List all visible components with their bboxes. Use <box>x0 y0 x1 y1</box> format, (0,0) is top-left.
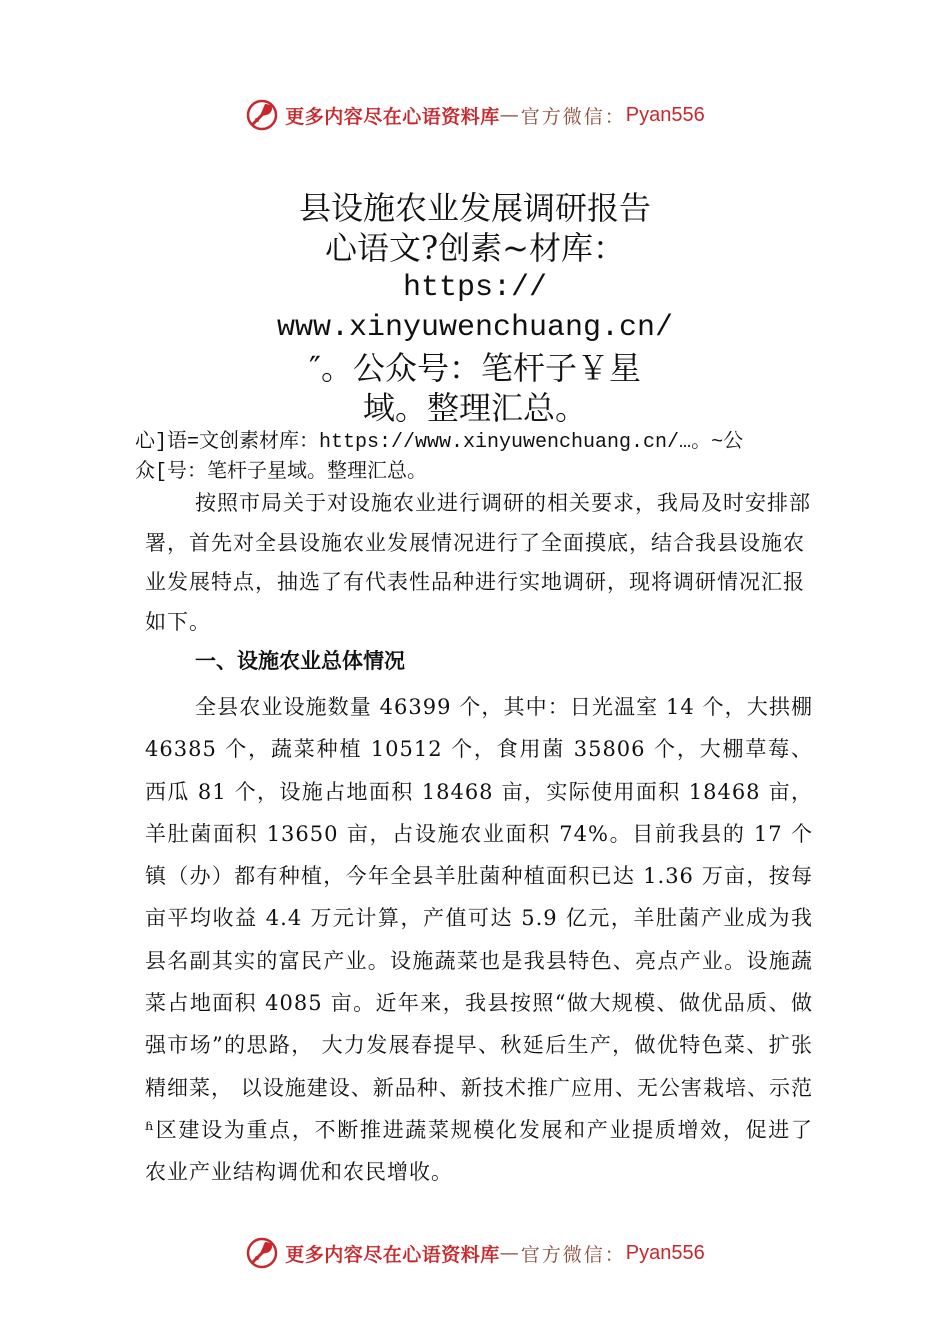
banner-wechat-label: 官方微信： <box>520 1243 626 1266</box>
document-title <box>0 188 950 428</box>
banner-slogan: 更多内容尽在心语资料库 <box>285 105 500 128</box>
banner-wechat-id: Pyan556 <box>625 103 705 126</box>
intro-paragraph: 按照市局关于对设施农业进行调研的相关要求，我局及时安排部署，首先对全县设施农业发展情况进行了全面摸底，结合我县设施农业发展特点，抽选了有代表性品种进行实地调研，现将调研情况汇报如下。 <box>145 491 811 634</box>
banner-wechat-label: 官方微信： <box>520 105 626 128</box>
title-line-4: www.xinyuwenchuang.cn/ <box>276 311 674 345</box>
title-line-6: 域。整理汇总。 <box>362 389 587 427</box>
source-note <box>135 428 835 488</box>
source-note-line-2: 众[号：笔杆子星域。整理汇总。 <box>135 461 428 484</box>
banner-wechat-id: Pyan556 <box>625 1241 705 1264</box>
section-paragraph: 全县农业设施数量 46399 个，其中：日光温室 14 个，大拱棚 46385 个，蔬菜种植 10512 个，食用菌 35806 个，大棚草莓、西瓜 81 个，设施占地面积 18468 亩，实际使用面积 18468 亩，羊肚菌面积 13650 亩，占设施农业面积 74%。目前我县的 17 个镇（办）都有种植，今年全县羊肚菌种植面积已达 1.36 万亩，按每亩平均收益 4.4 万元计算，产值可达 5.9 亿元，羊肚菌产业成为我县名副其实的富民产业。设施蔬菜也是我县特色、亮点产业。设施蔬菜占地面积 4085 亩。近年来，我县按照“做大规模、做优品质、做强市场”的思路， 大力发展春提早、秋延后生产，做优特色菜、扩张精细菜， 以设施建设、新品种、新技术推广应用、无公害栽培、示范ʱ区建设为重点，不断推进蔬菜规模化发展和产业提质增效，促进了农业产业结构调优和农民增收。 <box>145 695 813 1185</box>
source-note-line-1: 心]语=文创素材库：https://www.xinyuwenchuang.cn/…。~公 <box>135 431 744 454</box>
section-heading: 一、设施农业总体情况 <box>195 649 405 673</box>
quill-logo-icon <box>245 1236 279 1270</box>
banner-dash: — <box>499 1242 521 1264</box>
footer-banner <box>0 1233 950 1273</box>
banner-slogan: 更多内容尽在心语资料库 <box>285 1243 500 1266</box>
quill-logo-icon <box>245 98 279 132</box>
title-line-2: 心语文?创素~材库： <box>325 229 625 267</box>
title-line-1: 县设施农业发展调研报告 <box>298 189 651 227</box>
title-line-5: ″。公众号：笔杆子￥星 <box>309 349 641 387</box>
banner-dash: — <box>499 104 521 126</box>
title-line-3: https:// <box>402 271 548 305</box>
header-banner <box>0 95 950 135</box>
